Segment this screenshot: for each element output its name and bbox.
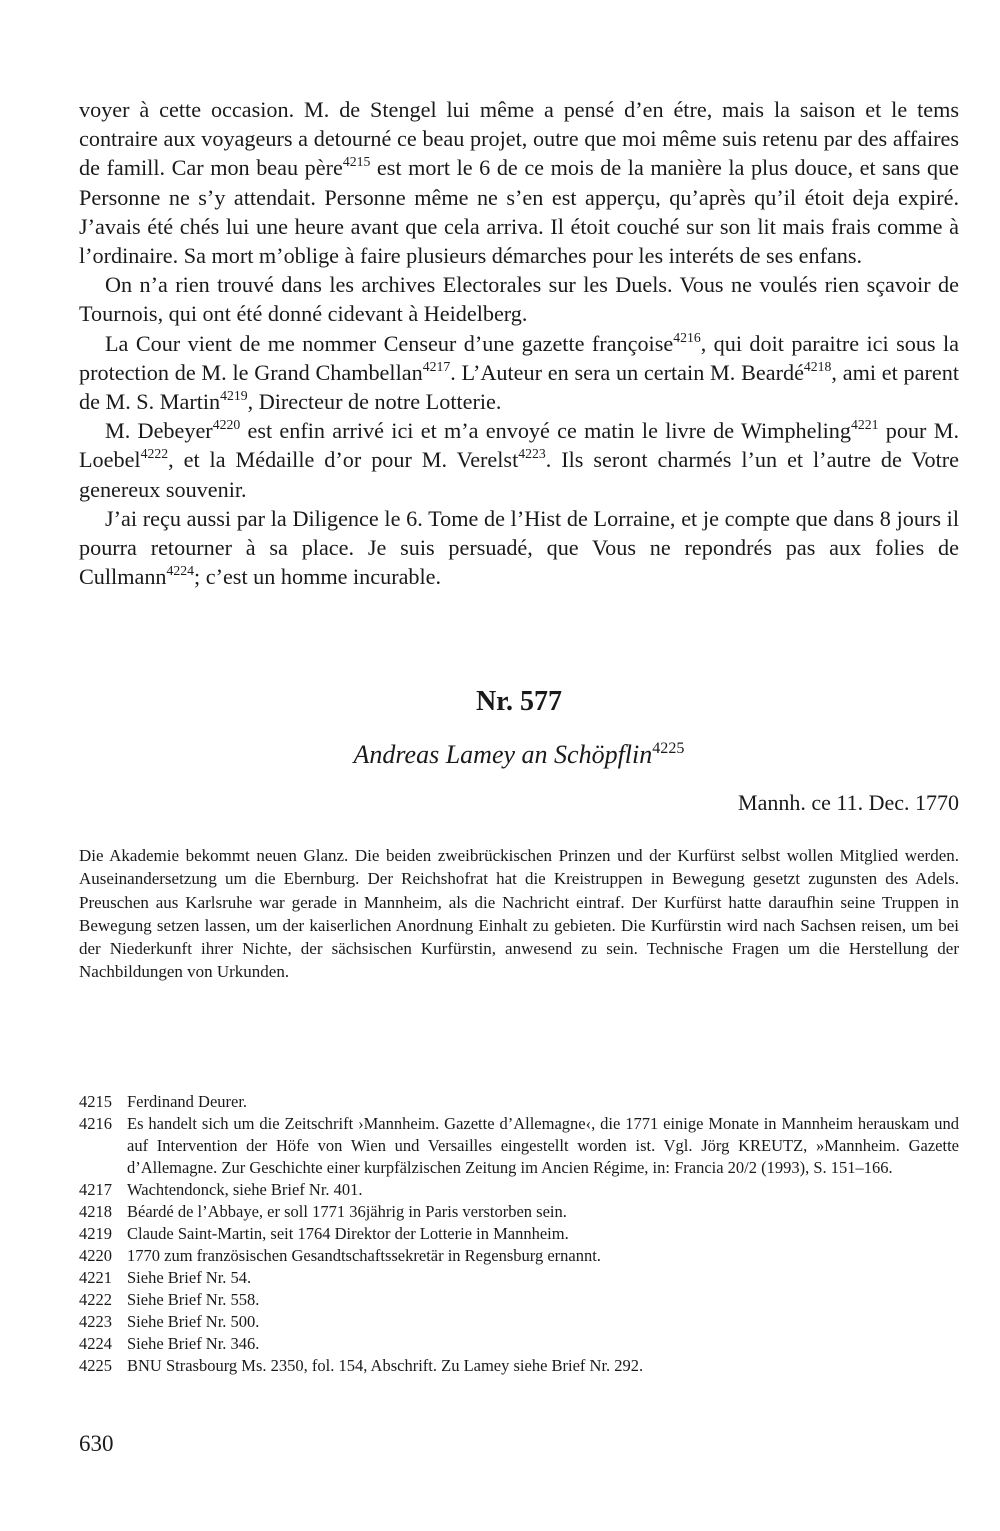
footnote [79,1179,959,1201]
text-run: , ami et parent de M. S. Martin [79,359,959,415]
text-run: ; c’est un homme incurable. [194,564,442,590]
footnote-number: 4220 [79,1246,112,1265]
footnote-number: 4216 [79,1114,112,1133]
footnote [79,1333,959,1355]
footnote-number: 4219 [79,1224,112,1243]
letter-summary: Die Akademie bekommt neuen Glanz. Die beiden zweibrückischen Prinzen und der Kurfürst selbst wollen Mitglied werden. Auseinandersetzung um die Ebernburg. Der Reichshofrat hat die Kreistruppen in Bewegung gesetzt zugunsten des Adels. Preuschen aus Karlsruhe war gerade in Mannheim, als die Nachricht eintraf. Der Kurfürst hatte daraufhin seine Truppen in Bewegung setzen lassen, um der kaiserlichen Anordnung Einhalt zu gebieten. Die Kurfürstin wird nach Sachsen reisen, um bei der Niederkunft ihrer Nichte, der sächsischen Kurfürstin, anwesend zu sein. Technische Fragen um die Herstellung der Nachbildungen von Urkunden. [79,846,959,982]
footnote-ref: 4217 [422,358,451,374]
footnote-ref: 4223 [518,446,546,462]
footnote-number: 4221 [79,1268,112,1287]
footnote [79,1267,959,1289]
footnote-text: Béardé de l’Abbaye, er soll 1771 36jährig in Paris verstorben sein. [127,1202,567,1221]
body-paragraph [79,416,959,504]
footnote-number: 4215 [79,1092,112,1111]
footnote-number: 4218 [79,1202,112,1221]
footnote [79,1245,959,1267]
text-run: J’ai reçu aussi par la Diligence le 6. Tome de l’Hist de Lorraine, et je compte que dans 8 jours il pourra retourner à sa place. Je suis persuadé, que Vous ne repondrés pas aux folies de Cullmann [79,505,959,590]
footnote-ref: 4218 [803,358,832,374]
body-paragraph [79,329,959,417]
footnote-text: Ferdinand Deurer. [127,1092,248,1111]
footnote-number: 4217 [79,1180,112,1199]
footnote [79,1355,959,1377]
footnote-number: 4224 [79,1334,112,1353]
footnote-ref: 4222 [140,446,169,462]
text-run: . L’Auteur en sera un certain M. Beardé [450,359,804,385]
footnote [79,1113,959,1179]
footnote-number: 4222 [79,1290,112,1309]
text-run: voyer à cette occasion. M. de Stengel lui même a pensé d’en étre, mais la saison et le tems contraire aux voyageurs a detourné ce beau projet, outre que moi même suis retenu par des affaires de famill. Car mon beau père [79,97,959,181]
page-number: 630 [79,1431,114,1456]
footnote-number: 4225 [79,1356,112,1375]
text-run: , Directeur de notre Lotterie. [247,389,502,415]
footnotes [79,1091,959,1377]
footnote [79,1289,959,1311]
text-run: La Cour vient de me nommer Censeur d’une gazette françoise [105,330,674,356]
footnote-text: 1770 zum französischen Gesandtschaftssekretär in Regensburg ernannt. [127,1246,601,1265]
footnote-ref: 4215 [342,154,371,170]
footnote-text: Claude Saint-Martin, seit 1764 Direktor der Lotterie in Mannheim. [127,1224,569,1243]
text-run: . Ils seront charmés l’un et l’autre de Votre genereux souvenir. [79,447,959,502]
footnote-ref: 4224 [166,563,195,579]
footnote-number: 4223 [79,1312,112,1331]
body-paragraph [79,270,959,328]
dateline: Mannh. ce 11. Dec. 1770 [738,790,959,815]
footnote [79,1091,959,1113]
footnote [79,1311,959,1333]
letter-heading [79,740,959,770]
footnote-text: Siehe Brief Nr. 558. [127,1290,260,1309]
letter-body [79,95,959,591]
footnote-text: Siehe Brief Nr. 54. [127,1268,252,1287]
footnote-text: Siehe Brief Nr. 500. [127,1312,260,1331]
text-run: est mort le 6 de ce mois de la manière la plus douce, et sans que Personne ne s’y attendait. Personne même ne s’en est apperçu, qu’après qu’il étoit deja expiré. J’avais été chés lui une heure avant que cela arriva. Il étoit couché sur son lit mais frais comme à l’ordinaire. Sa mort m’oblige à faire plusieurs démarches pour les interéts de ses enfans. [79,155,959,269]
footnote-ref: 4220 [212,417,241,433]
footnote [79,1201,959,1223]
text-run: pour M. Loebel [79,418,959,473]
body-paragraph [79,95,959,270]
body-paragraph [79,504,959,592]
footnote-text: Siehe Brief Nr. 346. [127,1334,260,1353]
footnote-ref: 4225 [652,739,685,757]
footnote-ref: 4221 [851,417,879,433]
text-run: M. Debeyer [105,418,213,444]
text-run: On n’a rien trouvé dans les archives Electorales sur les Duels. Vous ne voulés rien sçavoir de Tournois, qui ont été donné cidevant à Heidelberg. [79,272,959,327]
text-run: est enfin arrivé ici et m’a envoyé ce matin le livre de Wimpheling [240,418,851,444]
letter-heading-text: Andreas Lamey an Schöpflin [353,740,653,769]
footnote-text: BNU Strasbourg Ms. 2350, fol. 154, Abschrift. Zu Lamey siehe Brief Nr. 292. [127,1356,644,1375]
footnote-ref: 4219 [220,387,248,403]
footnote [79,1223,959,1245]
text-run: , qui doit paraitre ici sous la protection de M. le Grand Chambellan [79,330,959,385]
letter-number: Nr. 577 [475,686,563,717]
footnote-text: Es handelt sich um die Zeitschrift ›Mannheim. Gazette d’Allemagne‹, die 1771 einige Monate in Mannheim herauskam und auf Intervention der Höfe von Wien und Versailles eingestellt worden ist. Vgl. Jörg KREUTZ, »Mannheim. Gazette d’Allemagne. Zur Geschichte einer kurpfälzischen Zeitung im Ancien Régime, in: Francia 20/2 (1993), S. 151–166. [127,1114,959,1177]
text-run: , et la Médaille d’or pour M. Verelst [168,447,519,473]
footnote-text: Wachtendonck, siehe Brief Nr. 401. [127,1180,363,1199]
footnote-ref: 4216 [673,329,701,345]
